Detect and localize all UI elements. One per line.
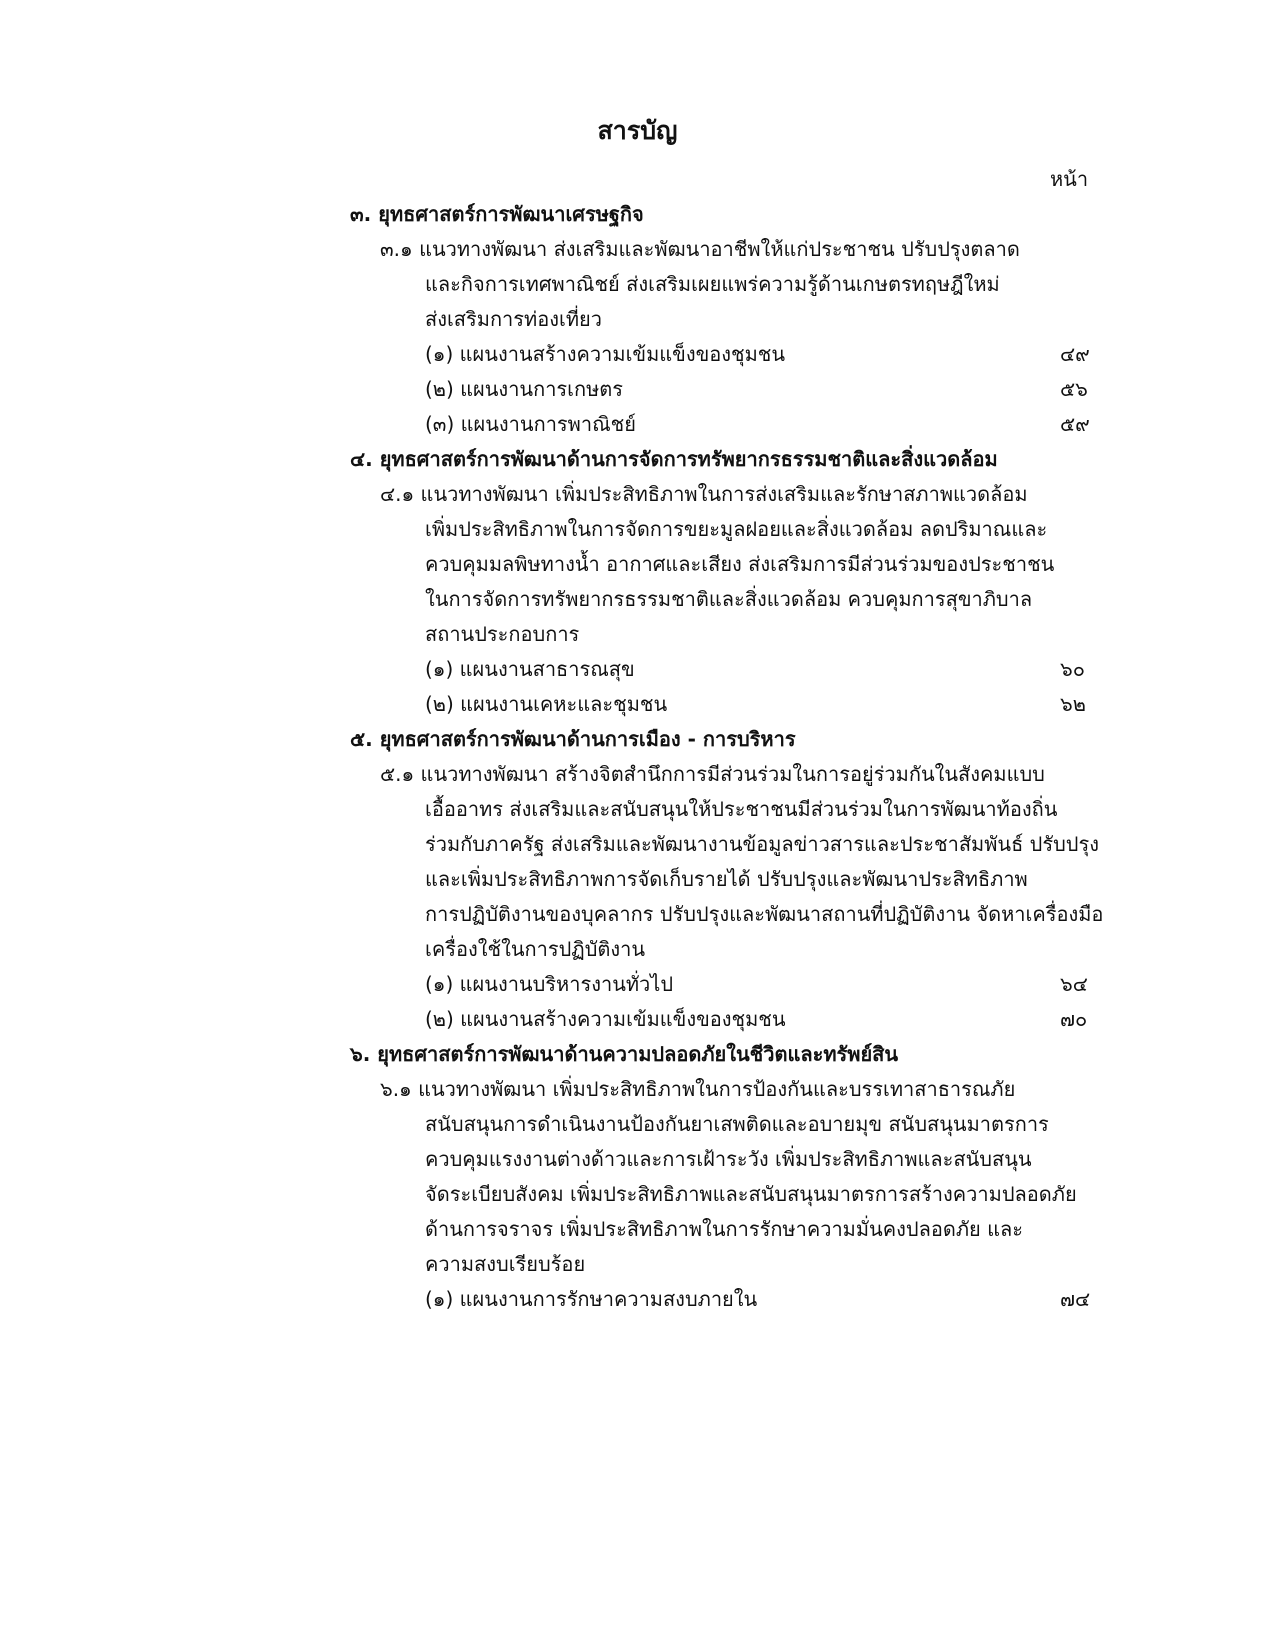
subsection-continuation: เพิ่มประสิทธิภาพในการจัดการขยะมูลฝอยและสิ่งแวดล้อม ลดปริมาณและ [425,517,1048,541]
toc-entry-page: ๕๙ [1060,412,1090,436]
toc-section [350,722,1120,1037]
toc-entry[interactable] [350,337,1120,372]
subsection-continuation: และกิจการเทศพาณิชย์ ส่งเสริมเผยแพร่ความรู้ด้านเกษตรทฤษฎีใหม่ [425,272,1000,296]
subsection-continuation: สถานประกอบการ [425,622,580,646]
subsection-continuation: ด้านการจราจร เพิ่มประสิทธิภาพในการรักษาความมั่นคงปลอดภัย และ [425,1217,1023,1241]
subsection-first-line: ๔.๑ แนวทางพัฒนา เพิ่มประสิทธิภาพในการส่งเสริมและรักษาสภาพแวดล้อม [380,482,1028,506]
page-title: สารบัญ [597,116,678,145]
subsection-continuation: ร่วมกับภาครัฐ ส่งเสริมและพัฒนางานข้อมูลข่าวสารและประชาสัมพันธ์ ปรับปรุง [425,832,1099,856]
subsection-continuation: ควบคุมมลพิษทางน้ำ อากาศและเสียง ส่งเสริมการมีส่วนร่วมของประชาชน [425,552,1055,576]
toc-entry[interactable] [350,1002,1120,1037]
subsection-continuation: เครื่องใช้ในการปฏิบัติงาน [425,937,646,961]
section-heading: ๕. ยุทธศาสตร์การพัฒนาด้านการเมือง - การบริหาร [350,727,796,751]
subsection-continuation: และเพิ่มประสิทธิภาพการจัดเก็บรายได้ ปรับปรุงและพัฒนาประสิทธิภาพ [425,867,1028,891]
subsection-first-line: ๕.๑ แนวทางพัฒนา สร้างจิตสำนึกการมีส่วนร่วมในการอยู่ร่วมกันในสังคมแบบ [380,762,1045,786]
subsection-continuation: เอื้ออาทร ส่งเสริมและสนับสนุนให้ประชาชนมีส่วนร่วมในการพัฒนาท้องถิ่น [425,797,1058,821]
subsection-continuation: ความสงบเรียบร้อย [425,1252,586,1276]
toc-entry[interactable] [350,372,1120,407]
toc-section [350,197,1120,442]
table-of-contents [350,197,1120,1317]
subsection-continuation: ในการจัดการทรัพยากรธรรมชาติและสิ่งแวดล้อม ควบคุมการสุขาภิบาล [425,587,1033,611]
toc-entry[interactable] [350,407,1120,442]
toc-entry[interactable] [350,1282,1120,1317]
toc-entry[interactable] [350,652,1120,687]
toc-entry-label: (๑) แผนงานสร้างความเข้มแข็งของชุมชน [425,342,786,366]
toc-entry-page: ๖๒ [1060,692,1086,716]
subsection-first-line: ๓.๑ แนวทางพัฒนา ส่งเสริมและพัฒนาอาชีพให้แก่ประชาชน ปรับปรุงตลาด [380,237,1020,261]
section-heading: ๔. ยุทธศาสตร์การพัฒนาด้านการจัดการทรัพยากรธรรมชาติและสิ่งแวดล้อม [350,447,998,471]
section-heading: ๓. ยุทธศาสตร์การพัฒนาเศรษฐกิจ [350,202,644,226]
toc-section [350,442,1120,722]
toc-entry-page: ๕๖ [1060,377,1088,401]
toc-entry-label: (๓) แผนงานการพาณิชย์ [425,412,636,436]
toc-entry-page: ๖๐ [1060,657,1085,681]
toc-entry-page: ๗๔ [1060,1287,1091,1311]
toc-entry-page: ๖๔ [1060,972,1088,996]
section-heading: ๖. ยุทธศาสตร์การพัฒนาด้านความปลอดภัยในชีวิตและทรัพย์สิน [350,1042,899,1066]
toc-entry[interactable] [350,967,1120,1002]
subsection-continuation: จัดระเบียบสังคม เพิ่มประสิทธิภาพและสนับสนุนมาตรการสร้างความปลอดภัย [425,1182,1077,1206]
toc-entry-label: (๒) แผนงานเคหะและชุมชน [425,692,668,716]
subsection-continuation: ควบคุมแรงงานต่างด้าวและการเฝ้าระวัง เพิ่มประสิทธิภาพและสนับสนุน [425,1147,1032,1171]
toc-entry-label: (๒) แผนงานการเกษตร [425,377,624,401]
subsection-continuation: การปฏิบัติงานของบุคลากร ปรับปรุงและพัฒนาสถานที่ปฏิบัติงาน จัดหาเครื่องมือ [425,902,1104,926]
toc-entry-label: (๒) แผนงานสร้างความเข้มแข็งของชุมชน [425,1007,786,1031]
toc-entry[interactable] [350,687,1120,722]
page-column-header: หน้า [1050,167,1089,191]
toc-entry-page: ๗๐ [1060,1007,1088,1031]
subsection-first-line: ๖.๑ แนวทางพัฒนา เพิ่มประสิทธิภาพในการป้องกันและบรรเทาสาธารณภัย [380,1077,1016,1101]
toc-entry-page: ๔๙ [1060,342,1090,366]
subsection-continuation: สนับสนุนการดำเนินงานป้องกันยาเสพติดและอบายมุข สนับสนุนมาตรการ [425,1112,1049,1136]
toc-entry-label: (๑) แผนงานการรักษาความสงบภายใน [425,1287,758,1311]
toc-section [350,1037,1120,1317]
toc-entry-label: (๑) แผนงานสาธารณสุข [425,657,635,681]
subsection-continuation: ส่งเสริมการท่องเที่ยว [425,307,602,331]
toc-entry-label: (๑) แผนงานบริหารงานทั่วไป [425,972,674,996]
